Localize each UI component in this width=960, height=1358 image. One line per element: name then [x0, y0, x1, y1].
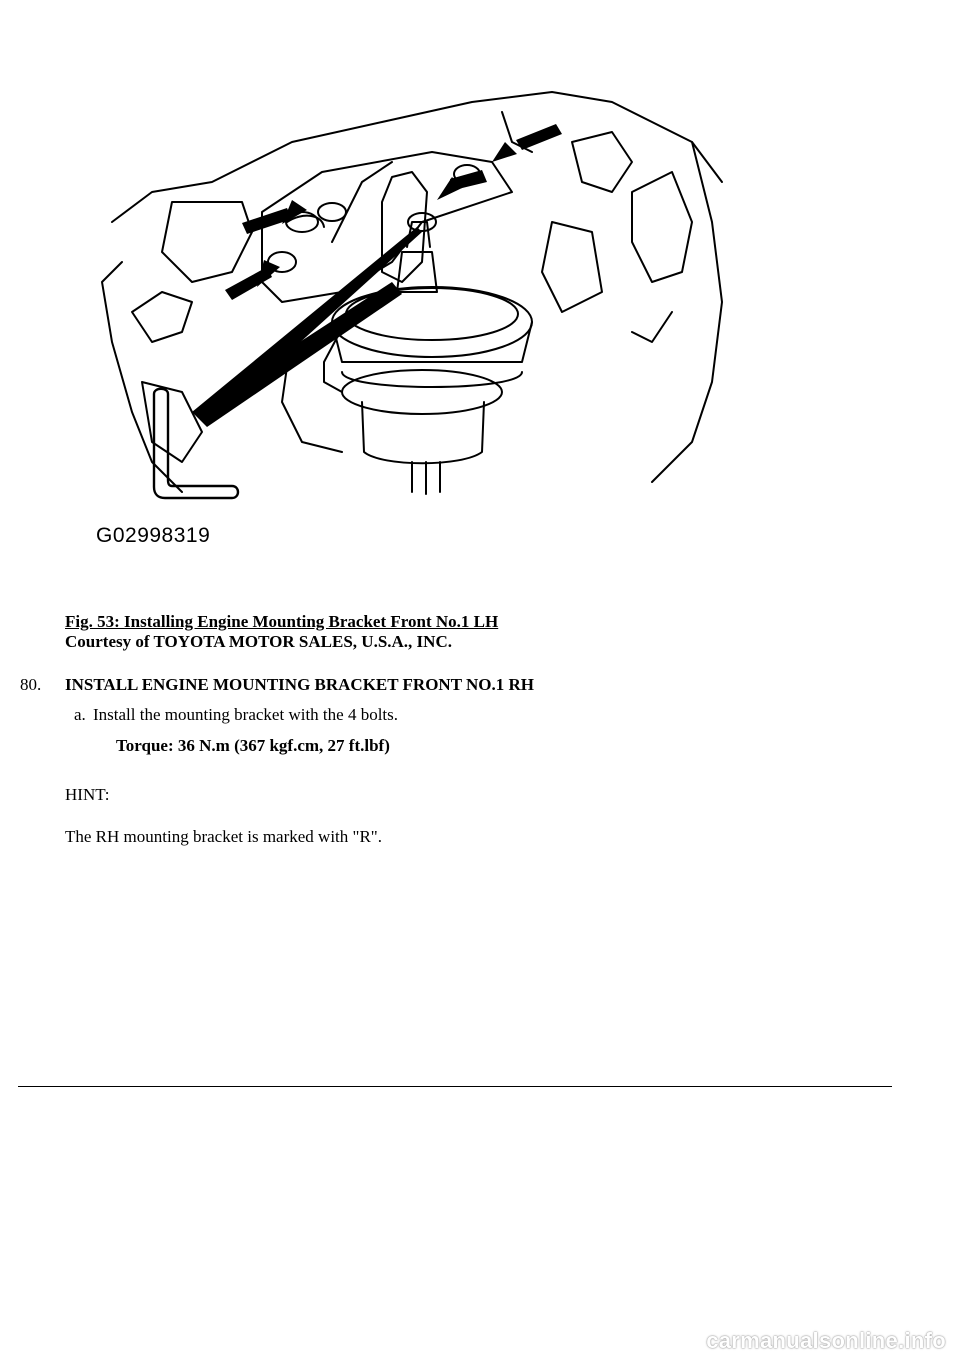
hint-label: HINT: — [65, 785, 110, 804]
step-heading — [20, 675, 534, 695]
substep-a — [74, 705, 398, 725]
torque-spec: Torque: 36 N.m (367 kgf.cm, 27 ft.lbf) — [116, 736, 390, 755]
figure-engine-mount — [92, 82, 732, 552]
engine-mount-illustration — [92, 82, 732, 552]
substep-letter: a. — [74, 705, 86, 724]
figure-caption — [65, 612, 498, 652]
figure-code: G02998319 — [96, 524, 211, 547]
figure-credit: Courtesy of TOYOTA MOTOR SALES, U.S.A., INC. — [65, 632, 452, 651]
figure-title: Fig. 53: Installing Engine Mounting Bracket Front No.1 LH — [65, 612, 499, 631]
step-title: INSTALL ENGINE MOUNTING BRACKET FRONT NO.1 RH — [65, 675, 534, 694]
watermark: carmanualsonline.info — [706, 1328, 946, 1353]
substep-text: Install the mounting bracket with the 4 bolts. — [93, 705, 399, 724]
page-divider — [18, 1086, 892, 1087]
hint-text: The RH mounting bracket is marked with "R". — [65, 827, 382, 846]
step-number: 80. — [20, 675, 42, 694]
